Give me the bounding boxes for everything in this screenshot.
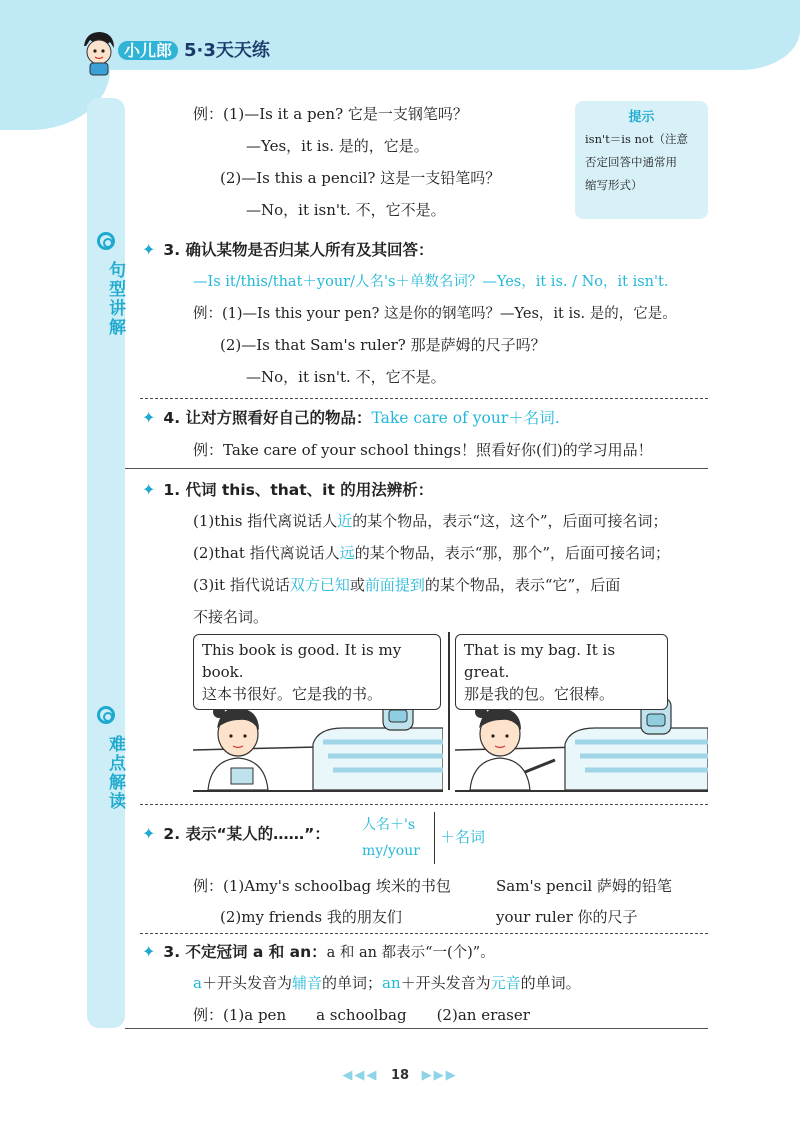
text: (3)it 指代说话 — [193, 576, 290, 594]
text: (1)this 指代离说话人 — [193, 512, 338, 530]
text: 的单词。 — [520, 974, 581, 992]
example-line: 例：(1)—Is this your pen? 这是你的钢笔吗？—Yes，it is. 是的，它是。 — [193, 306, 677, 322]
formula-text: Take care of your＋名词. — [371, 409, 560, 427]
highlight-text: 辅音 — [291, 974, 322, 992]
highlight-text: 远 — [339, 544, 355, 562]
example-line: 例：(1)—Is it a pen? 它是一支钢笔吗？ — [193, 105, 468, 123]
item-heading-text: 3. 不定冠词 a 和 an： — [163, 943, 327, 961]
highlight-text: an — [382, 974, 401, 992]
highlight-text: a — [193, 974, 202, 992]
section-divider — [140, 804, 708, 805]
highlight-text: 近 — [337, 512, 353, 530]
speech-bubble-left — [193, 634, 441, 710]
formula-suffix: ＋名词 — [440, 828, 486, 846]
item-heading — [142, 940, 495, 962]
formula-option: my/your — [362, 843, 420, 859]
example-line: 例：(1)Amy's schoolbag 埃米的书包 — [193, 877, 451, 895]
formula-option: 人名＋'s — [362, 817, 416, 833]
header-title — [118, 36, 270, 62]
star-icon: ✦ — [142, 408, 156, 427]
sidebar-label-2: 难点解读 — [105, 735, 125, 811]
example-line: —No，it isn't. 不，它不是。 — [246, 201, 446, 219]
item-heading — [142, 406, 560, 428]
text: 的某个物品，表示“那，那个”，后面可接名词； — [354, 544, 671, 562]
example-line: —Yes，it is. 是的，它是。 — [246, 137, 429, 155]
header-logo-text: 小儿郎 — [118, 41, 178, 60]
item-description: a 和 an 都表示“一(个)”。 — [326, 945, 495, 961]
star-icon: ✦ — [142, 240, 156, 259]
example-line: (2)—Is this a pencil? 这是一支铅笔吗？ — [220, 169, 501, 187]
example-line: 例：Take care of your school things！照看好你(们)的学习用品！ — [193, 441, 653, 459]
example-line: your ruler 你的尺子 — [496, 908, 638, 926]
highlight-text: 前面提到 — [364, 576, 425, 594]
sidebar-section-sentence-patterns — [87, 232, 125, 344]
arrows-right-icon: ▶▶▶ — [421, 1068, 458, 1083]
text: 的单词； — [321, 974, 382, 992]
example-line: Sam's pencil 萨姆的铅笔 — [496, 877, 672, 895]
item-heading — [142, 238, 433, 260]
sidebar-label-1: 句型讲解 — [105, 261, 125, 337]
item-heading — [142, 822, 330, 844]
bubble-line: That is my bag. It is great. — [464, 641, 616, 681]
section-divider — [140, 933, 708, 934]
text: 的某个物品，表示“它”，后面 — [424, 576, 621, 594]
sidebar-section-difficulties — [87, 706, 125, 818]
text: 或 — [349, 576, 365, 594]
section-separator — [125, 468, 708, 469]
star-icon: ✦ — [142, 480, 156, 499]
tip-line: 缩写形式） — [585, 178, 643, 192]
text: (2)that 指代离说话人 — [193, 544, 340, 562]
formula-bracket — [362, 812, 435, 864]
formula-line: —Is it/this/that＋your/人名's＋单数名词？—Yes，it is. / No，it isn't. — [193, 274, 669, 290]
panel-divider — [448, 632, 450, 790]
tip-title: 提示 — [628, 110, 655, 125]
bubble-line: This book is good. It is my book. — [202, 641, 402, 681]
tip-body — [585, 128, 703, 197]
example-line: (2)my friends 我的朋友们 — [220, 908, 402, 926]
text: ＋开头发音为 — [400, 974, 491, 992]
bubble-line: 那是我的包。它很棒。 — [464, 685, 615, 703]
highlight-text: 双方已知 — [289, 576, 350, 594]
example-line: —No，it isn't. 不，它不是。 — [246, 368, 446, 386]
star-icon: ✦ — [142, 824, 156, 843]
bubble-line: 这本书很好。它是我的书。 — [202, 685, 383, 703]
item-heading-text: 4. 让对方照看好自己的物品： — [163, 409, 372, 427]
tip-line: 否定回答中通常用 — [585, 155, 677, 169]
item-heading-text: 3. 确认某物是否归某人所有及其回答： — [163, 241, 434, 259]
highlight-text: 元音 — [490, 974, 521, 992]
tip-line: isn't＝is not（注意 — [585, 132, 688, 146]
explanation-line: 不接名词。 — [193, 608, 269, 626]
page-footer — [0, 1068, 800, 1083]
bottom-rule — [125, 1028, 708, 1029]
section-divider — [140, 398, 708, 399]
mascot-icon — [78, 28, 118, 76]
example-line: 例：(1)a pen a schoolbag (2)an eraser — [193, 1006, 530, 1024]
page-number: 18 — [390, 1068, 410, 1083]
speech-bubble-right — [455, 634, 668, 710]
item-heading-text: 2. 表示“某人的……”： — [163, 825, 330, 843]
explanation-line — [193, 510, 668, 531]
target-icon — [97, 232, 115, 250]
item-heading — [142, 478, 433, 500]
text: ＋开头发音为 — [201, 974, 292, 992]
star-icon: ✦ — [142, 942, 156, 961]
target-icon — [97, 706, 115, 724]
item-heading-text: 1. 代词 this、that、it 的用法辨析： — [163, 481, 434, 499]
example-line: (2)—Is that Sam's ruler? 那是萨姆的尺子吗？ — [220, 336, 546, 354]
arrows-left-icon: ◀◀◀ — [342, 1068, 379, 1083]
explanation-line — [193, 574, 620, 595]
header-title-text: 5·3天天练 — [184, 40, 270, 61]
rule-line — [193, 972, 581, 993]
explanation-line — [193, 542, 670, 563]
text: 的某个物品，表示“这，这个”，后面可接名词； — [352, 512, 668, 530]
